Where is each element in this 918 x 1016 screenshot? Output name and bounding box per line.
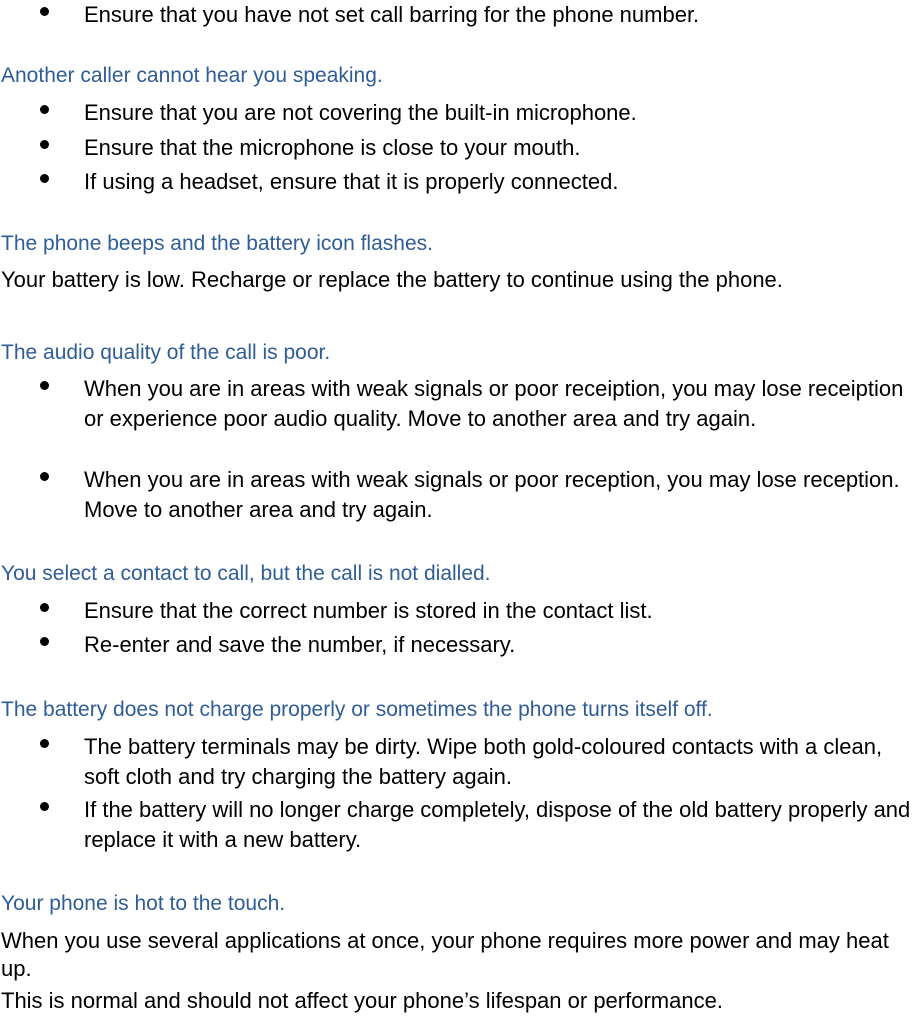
bullet-icon bbox=[40, 472, 49, 481]
bullet-icon bbox=[40, 603, 49, 612]
bullet-icon bbox=[40, 739, 49, 748]
list-item-text: Re-enter and save the number, if necessary. bbox=[84, 632, 516, 657]
section-heading: The phone beeps and the battery icon flashes. bbox=[1, 232, 433, 255]
list-item-text: Ensure that you are not covering the built-in microphone. bbox=[84, 100, 637, 125]
section-heading: Another caller cannot hear you speaking. bbox=[1, 64, 383, 87]
section-heading: The battery does not charge properly or sometimes the phone turns itself off. bbox=[1, 698, 713, 721]
bullet-icon bbox=[40, 802, 49, 811]
paragraph: Your battery is low. Recharge or replace the battery to continue using the phone. bbox=[1, 267, 783, 292]
section-heading: You select a contact to call, but the call is not dialled. bbox=[1, 562, 491, 585]
list-item-text: Ensure that the microphone is close to your mouth. bbox=[84, 135, 581, 160]
paragraph: When you use several applications at once, your phone requires more power and may heat up. bbox=[1, 928, 889, 981]
list-item-text: The battery terminals may be dirty. Wipe both gold-coloured contacts with a clean, soft cloth and try charging the battery again. bbox=[84, 734, 883, 789]
bullet-icon bbox=[40, 105, 49, 114]
list-item-text: Ensure that the correct number is stored in the contact list. bbox=[84, 598, 653, 623]
bullet-icon bbox=[40, 637, 49, 646]
list-item-text: When you are in areas with weak signals or poor receiption, you may lose receiption or experience poor audio quality. Move to another area and try again. bbox=[84, 376, 904, 431]
section-heading: The audio quality of the call is poor. bbox=[1, 341, 331, 364]
bullet-icon bbox=[40, 140, 49, 149]
bullet-icon bbox=[40, 174, 49, 183]
bullet-icon bbox=[40, 381, 49, 390]
section-heading: Your phone is hot to the touch. bbox=[1, 892, 286, 915]
list-item-text: Ensure that you have not set call barring for the phone number. bbox=[84, 2, 700, 27]
list-item-text: If using a headset, ensure that it is properly connected. bbox=[84, 169, 619, 194]
list-item-text: When you are in areas with weak signals or poor reception, you may lose reception. Move to another area and try again. bbox=[84, 467, 900, 522]
paragraph: This is normal and should not affect your phone’s lifespan or performance. bbox=[1, 988, 723, 1013]
list-item-text: If the battery will no longer charge completely, dispose of the old battery properly and replace it with a new battery. bbox=[84, 797, 911, 852]
bullet-icon bbox=[40, 7, 49, 16]
